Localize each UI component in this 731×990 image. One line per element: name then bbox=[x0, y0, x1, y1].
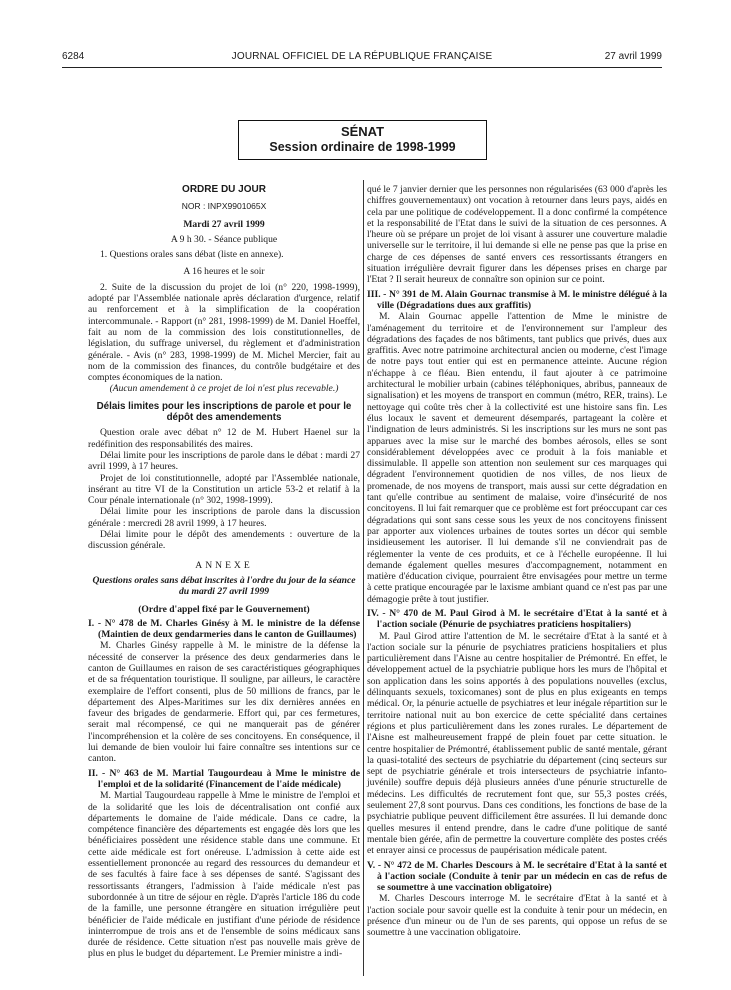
no-amendment-note: (Aucun amendement à ce projet de loi n'est plus recevable.) bbox=[109, 383, 339, 395]
right-column bbox=[367, 184, 667, 939]
question-478-heading: I. - N° 478 de M. Charles Ginésy à M. le ministre de la défense (Maintien de deux gendarmeries dans le canton de Guillaumes) bbox=[88, 617, 360, 641]
item-2: 2. Suite de la discussion du projet de loi (n° 220, 1998-1999), adopté par l'Assemblée nationale après déclaration d'urgence, relatif au renforcement et à la simplification de la coopération intercommunale. - Rapport (n° 281, 1998-1999) de M. Daniel Hoeffel, fait au nom de la commission des lois constitutionnelles, de législation, du suffrage universel, du règlement et d'administration générale. - Avis (n° 283, 1998-1999) de M. Michel Mercier, fait au nom de la commission des finances, du contrôle budgétaire et des comptes économiques de la nation. bbox=[88, 281, 360, 384]
page-header bbox=[62, 51, 662, 65]
date-line: Mardi 27 avril 1999 bbox=[183, 218, 265, 230]
question-472-heading: V. - N° 472 de M. Charles Descours à M. le secrétaire d'Etat à la santé et à l'action sociale (Conduite à tenir par un médecin en cas de refus de se soumettre à une vaccination obligatoire) bbox=[367, 859, 667, 894]
ordre-du-jour-title: ORDRE DU JOUR bbox=[182, 184, 266, 195]
question-463-continuation: qué le 7 janvier dernier que les personnes non régularisées (63 000 d'après les chiffres gouvernementaux) ont vocation à retourner dans leurs pays, aidés en cela par une politique de codéveloppement. Il a donc confirmé la compétence et la responsabilité de l'Etat dans le suivi de la situation de ces personnes. A l'heure où se prépare un projet de loi visant à assurer une couverture maladie universelle sur le territoire, il lui demande si elle ne pense pas que la prise en charge de ces dépenses de santé envers ces ressortissants étrangers en situation irrégulière devrait figurer dans les dépenses prises en charge par l'Etat ? Il serait heureux de connaître son opinion sur ce point. bbox=[367, 184, 667, 286]
issue-date: 27 avril 1999 bbox=[604, 51, 662, 62]
item-1: 1. Questions orales sans débat (liste en annexe). bbox=[100, 249, 284, 261]
question-478-body: M. Charles Ginésy rappelle à M. le ministre de la défense la nécessité de conserver la présence des deux gendarmeries dans le canton de Guillaumes en raison de ses caractéristiques géographiques et de sa fréquentation touristique. Il souligne, par ailleurs, le caractère exemplaire de l'effort consenti, plus de 50 millions de francs, par le département des Alpes-Maritimes sur les dix dernières années en faveur des brigades de gendarmerie. Effort qui, par ces fermetures, serait mal récompensé, ce qui ne manquerait pas de générer l'incompréhension et la colère de ses concitoyens. En conséquence, il lui demande de bien vouloir lui faire connaître ses intentions sur ce canton. bbox=[88, 640, 360, 765]
delais-p5: Délai limite pour le dépôt des amendements : ouverture de la discussion générale. bbox=[88, 529, 360, 552]
question-463-heading: II. - N° 463 de M. Martial Taugourdeau à Mme le ministre de l'emploi et de la solidarité (Financement de l'aide médicale) bbox=[88, 767, 360, 790]
header-rule bbox=[62, 67, 662, 68]
delais-p4: Délai limite pour les inscriptions de parole dans la discussion générale : mercredi 28 avril 1999, à 17 heures. bbox=[88, 506, 360, 529]
delais-p1: Question orale avec débat n° 12 de M. Hubert Haenel sur la redéfinition des responsabilités des maires. bbox=[88, 427, 360, 450]
question-470-body: M. Paul Girod attire l'attention de M. le secrétaire d'Etat à la santé et à l'action sociale sur la pénurie de psychiatres praticiens hospitaliers et plus particulièrement dans l'Aisne au centre hospitalier de Prémontré. En effet, le développement actuel de la psychiatrie publique hors les murs de l'hôpital et son application dans les soins apportés à des populations nouvelles (exclus, délinquants sexuels, toxicomanes) sont de plus en plus exigeants en temps médical. Or, la pénurie actuelle de psychiatres et leur inégale répartition sur le territoire national nuit au bon exercice de cette spécialité dans certaines régions et plus particulièrement dans les zones rurales. Le département de l'Aisne est malheureusement frappé de plein fouet par cette situation. le centre hospitalier de Prémontré, établissement public de santé mentale, gérant la quasi-totalité des secteurs de psychiatrie du département (cinq secteurs sur sept de psychiatrie générale et trois intersecteurs de psychiatrie infanto-juvénile) souffre depuis déjà plusieurs années d'une pénurie structurelle de médecins. Les difficultés de recrutement font que, sur 55,3 postes créés, seulement 27,8 sont pourvus. Dans ces conditions, les fonctions de base de la psychiatrie publique peuvent difficilement être assurées. Il lui demande donc quelles mesures il entend prendre, dans le cadre d'une politique de santé mentale bien gérée, afin de permettre la couverture complète des postes créés et enrayer ainsi ce processus de paupérisation médicale patent. bbox=[367, 630, 667, 857]
nor-reference: NOR : INPX9901065X bbox=[181, 201, 267, 212]
delais-p2: Délai limite pour les inscriptions de parole dans le débat : mardi 27 avril 1999, à 17 heures. bbox=[88, 449, 360, 473]
question-463-body: M. Martial Taugourdeau rappelle à Mme le ministre de l'emploi et de la solidarité que les lois de décentralisation ont confié aux départements le domaine de l'aide médicale. Dans ce cadre, la compétence financière des départements est engagée dès lors que les bénéficiaires possèdent une résidence stable dans une commune. Et cette aide médicale est fort onéreuse. L'admission à cette aide est essentiellement prononcée au regard des ressources du demandeur et de ses facultés à faire face à ses dépenses de santé. S'agissant des ressortissants étrangers, l'admission à l'aide médicale n'est pas subordonnée à un titre de séjour en règle. D'après l'article 186 du code de la famille, une personne étrangère en situation irrégulière peut bénéficier de l'aide médicale en justifiant d'une période de résidence ininterrompue de trois ans et de l'ensemble de soins médicaux sans durée de résidence. Cette situation n'est pas nouvelle mais grève de plus en plus le budget du département. Le Premier ministre a indi- bbox=[88, 790, 360, 960]
question-391-heading: III. - N° 391 de M. Alain Gournac transmise à M. le ministre délégué à la ville (Dégradations dues aux graffitis) bbox=[367, 288, 667, 311]
page-number: 6284 bbox=[62, 51, 85, 62]
seance-time: A 9 h 30. - Séance publique bbox=[170, 233, 278, 245]
delais-title: Délais limites pour les inscriptions de parole et pour le dépôt des amendements bbox=[96, 400, 352, 424]
ordre-appel: (Ordre d'appel fixé par le Gouvernement) bbox=[138, 603, 310, 615]
question-470-heading: IV. - N° 470 de M. Paul Girod à M. le secrétaire d'Etat à la santé et à l'action sociale (Pénurie de psychiatres praticiens hospitaliers) bbox=[367, 607, 667, 631]
senat-title: SÉNAT bbox=[340, 124, 385, 139]
annexe-subtitle: Questions orales sans débat inscrites à l'ordre du jour de la séance du mardi 27 avril 1999 bbox=[92, 574, 356, 598]
journal-title: JOURNAL OFFICIEL DE LA RÉPUBLIQUE FRANÇAISE bbox=[231, 51, 493, 62]
question-472-body: M. Charles Descours interroge M. le secrétaire d'Etat à la santé et à l'action sociale pour savoir quelle est la conduite à tenir pour un médecin, en présence d'un mineur ou de l'un de ses parents, qui oppose un refus de se soumettre à une vaccination obligatoire. bbox=[367, 893, 667, 939]
annexe-title: ANNEXE bbox=[195, 559, 253, 571]
session-title: Session ordinaire de 1998-1999 bbox=[269, 140, 456, 154]
left-column bbox=[88, 184, 360, 960]
delais-p3: Projet de loi constitutionnelle, adopté par l'Assemblée nationale, insérant au titre VI de la Constitution un article 53-2 et relatif à la Cour pénale internationale (n° 302, 1998-1999). bbox=[88, 472, 360, 507]
question-391-body: M. Alain Gournac appelle l'attention de Mme le ministre de l'aménagement du territoire et de l'environnement sur l'ampleur des dégradations des façades de nos bâtiments, tant publics que privés, dues aux graffitis. Avec notre patrimoine architectural ancien ou moderne, c'est l'image de notre pays tout entier qui est en permanence atteinte. Aucune région n'échappe à ce fléau. Bien entendu, il faut ajouter à ce patrimoine architectural le mobilier urbain (cabines téléphoniques, abribus, panneaux de signalisation) et les moyens de transport en commun (métro, RER, trains). Le nettoyage qui coûte très cher à la collectivité est une histoire sans fin. Les élus locaux le savent et demeurent désemparés, partageant la colère et l'indignation de leurs administrés. Si les inscriptions sur les murs ne sont pas apparues avec la mise sur le marché des bombes aérosols, elles se sont considérablement développées avec ce produit à la fois maniable et dissimulable. Il appelle son attention non seulement sur ces marquages qui dégradent l'environnement quotidien de nos villes, de nos lieux de promenade, de nos moyens de transport, mais aussi sur cette dégradation en tant qu'elle contribue au sentiment de malaise, voire d'insécurité de nos concitoyens. Il lui fait remarquer que ce problème est fort préoccupant car ces dégradations qui sont sans cesse sous les yeux de nos concitoyens finissent par apporter aux violences urbaines de toutes sortes un décor qui semble insidieusement les autoriser. Il lui demande s'il ne conviendrait pas de réglementer la vente de ces produits, et ce à l'échelle européenne. Il lui demande également quelles mesures d'accompagnement, notamment en matière d'éducation civique, pourraient être envisagées pour mettre un terme à cette pratique encouragée par le laxisme ambiant quand ce n'est pas par une démagogie prête à tout justifier. bbox=[367, 311, 667, 605]
column-separator bbox=[363, 180, 364, 976]
afternoon-line: A 16 heures et le soir bbox=[183, 266, 265, 278]
title-box bbox=[238, 120, 487, 160]
